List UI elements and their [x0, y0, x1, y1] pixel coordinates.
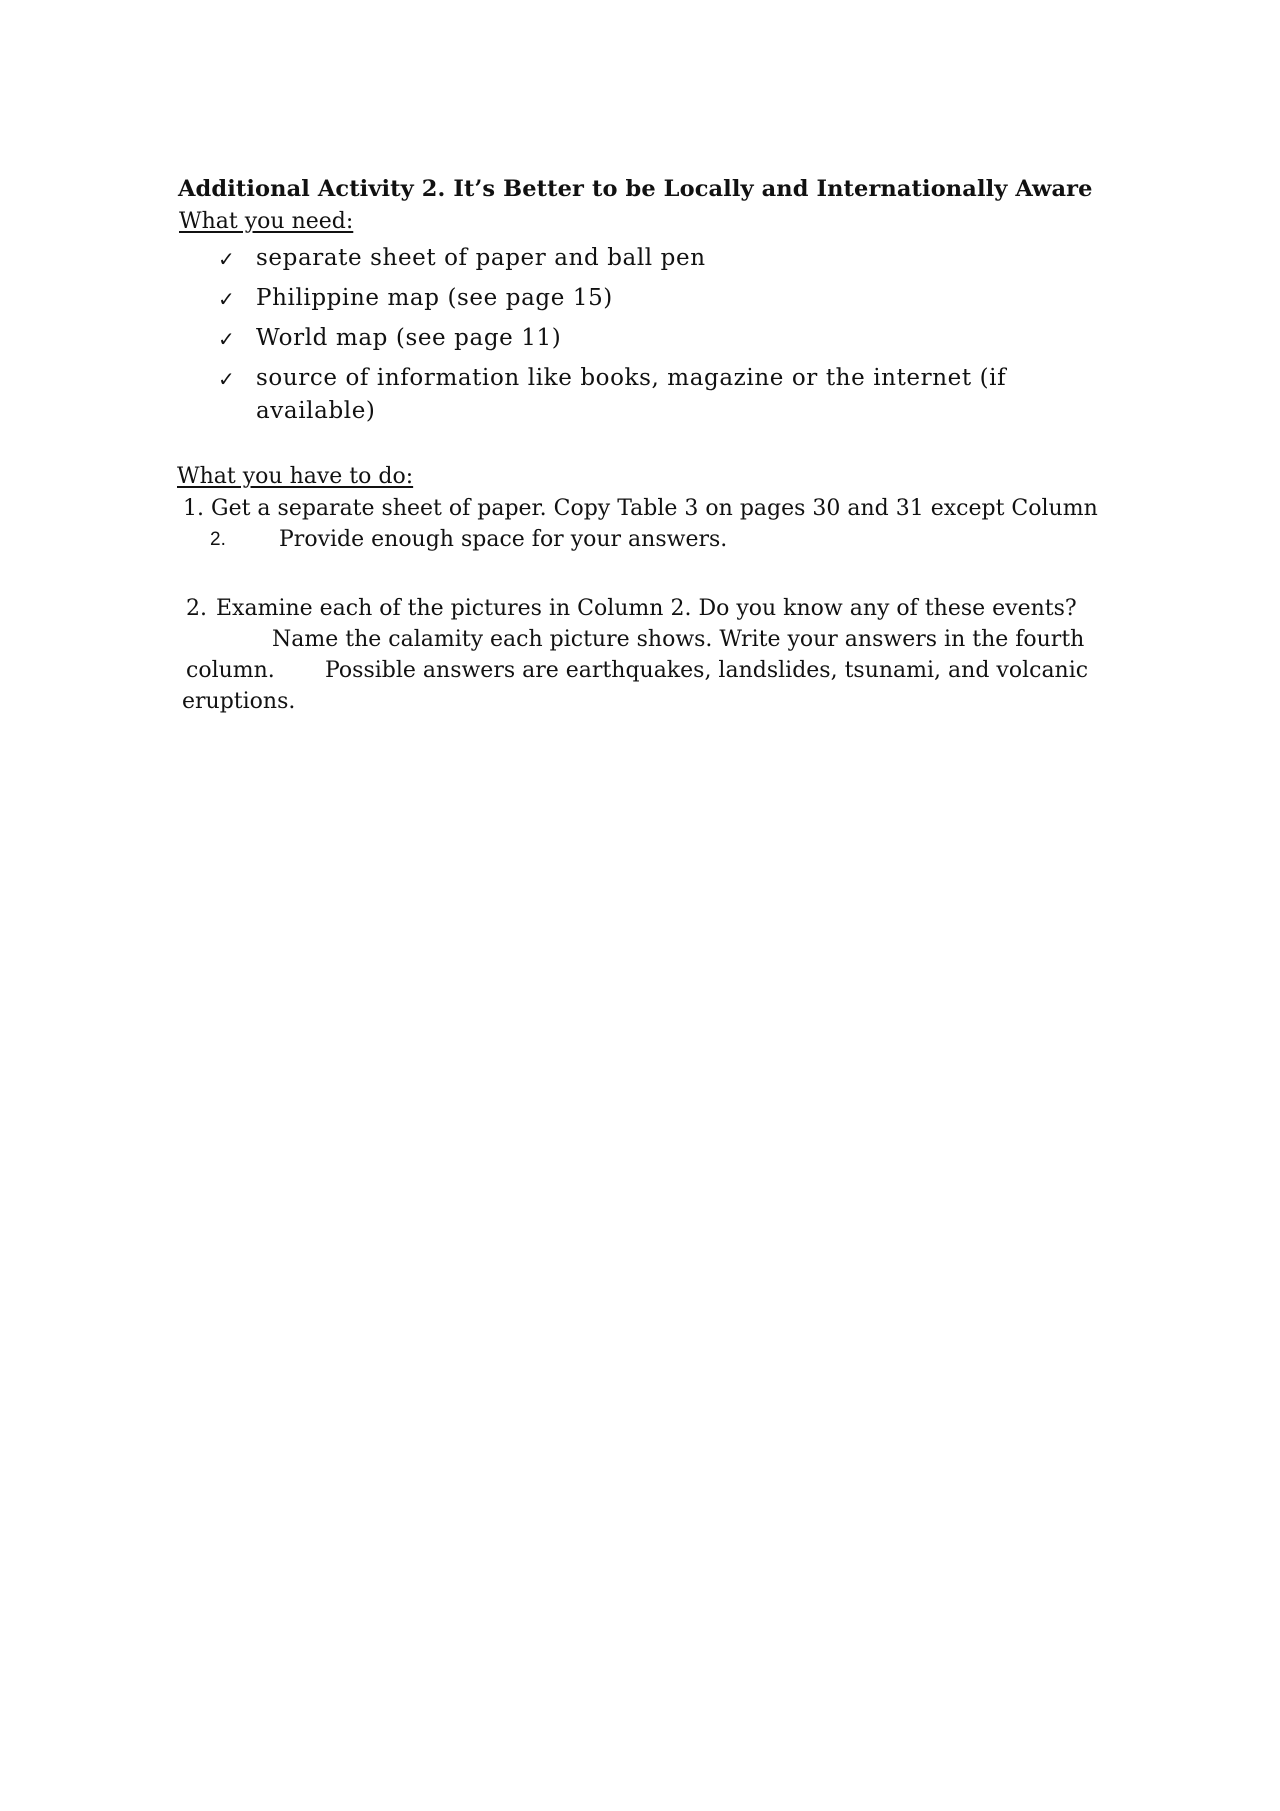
what-you-need-heading: What you need: [179, 209, 354, 234]
what-you-have-to-do-heading: What you have to do: [177, 464, 414, 489]
step-2-line-3b: Possible answers are earthquakes, landslides, tsunami, and volcanic [325, 658, 1089, 683]
step-2-line-1: Examine each of the pictures in Column 2. Do you know any of these events? [216, 596, 1077, 621]
step-1-column-number: 2. [210, 529, 226, 550]
checkmark-icon: ✓ [218, 367, 236, 391]
step-2-number: 2. [186, 596, 207, 621]
step-2-line-2: Name the calamity each picture shows. Write your answers in the fourth [272, 627, 1085, 652]
list-item-text: World map (see page 11) [256, 325, 562, 351]
step-1-line-2: Provide enough space for your answers. [279, 527, 728, 552]
list-item-text: separate sheet of paper and ball pen [256, 245, 706, 271]
step-1-line-1: Get a separate sheet of paper. Copy Table 3 on pages 30 and 31 except Column [211, 496, 1098, 521]
checkmark-icon: ✓ [218, 287, 236, 311]
checkmark-icon: ✓ [218, 327, 236, 351]
step-1-number: 1. [183, 496, 204, 521]
list-item-text: Philippine map (see page 15) [256, 285, 613, 311]
list-item-continuation: available) [256, 398, 376, 424]
checkmark-icon: ✓ [218, 247, 236, 271]
step-2-line-4: eruptions. [182, 689, 296, 714]
step-2-line-3a: column. [186, 658, 275, 683]
list-item-text: source of information like books, magazine or the internet (if [256, 365, 1007, 391]
activity-title: Additional Activity 2. It’s Better to be Locally and Internationally Aware [178, 176, 1093, 202]
